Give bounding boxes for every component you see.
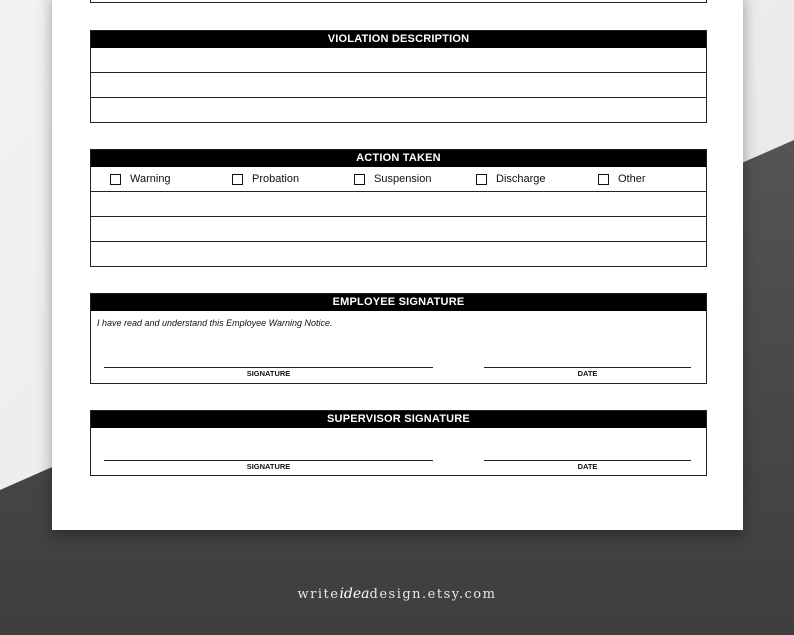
supervisor-date-label: DATE [577, 462, 598, 471]
checkbox[interactable] [110, 174, 121, 185]
footer-suffix: design.etsy.com [369, 587, 497, 602]
checkbox[interactable] [598, 174, 609, 185]
violation-line-2[interactable] [91, 72, 706, 97]
option-label: Other [618, 173, 646, 185]
supervisor-signature-line[interactable] [104, 460, 433, 461]
action-line-1[interactable] [91, 191, 706, 216]
supervisor-signature-area [91, 428, 706, 475]
action-line-2[interactable] [91, 216, 706, 241]
previous-section-box [90, 0, 707, 3]
employee-date-label: DATE [577, 369, 598, 378]
checkbox[interactable] [232, 174, 243, 185]
supervisor-signature-label: SIGNATURE [246, 462, 291, 471]
employee-signature-label: SIGNATURE [246, 369, 291, 378]
checkbox[interactable] [476, 174, 487, 185]
option-probation[interactable] [213, 173, 335, 185]
option-suspension[interactable] [335, 173, 457, 185]
form-paper [52, 0, 743, 530]
option-label: Probation [252, 173, 300, 185]
employee-signature-section [90, 293, 707, 384]
option-other[interactable] [579, 173, 701, 185]
employee-date-line[interactable] [484, 367, 691, 368]
action-taken-header: ACTION TAKEN [91, 150, 706, 167]
checkbox[interactable] [354, 174, 365, 185]
option-label: Suspension [374, 173, 432, 185]
employee-signature-line[interactable] [104, 367, 433, 368]
option-discharge[interactable] [457, 173, 579, 185]
violation-line-1[interactable] [91, 48, 706, 72]
option-label: Warning [130, 173, 171, 185]
option-warning[interactable] [91, 173, 213, 185]
action-line-3[interactable] [91, 241, 706, 266]
violation-line-3[interactable] [91, 97, 706, 122]
footer-prefix: write [297, 587, 340, 602]
action-options-row [91, 167, 706, 191]
action-taken-section [90, 149, 707, 267]
violation-description-section [90, 30, 707, 123]
employee-signature-header: EMPLOYEE SIGNATURE [91, 294, 706, 311]
violation-description-header: VIOLATION DESCRIPTION [91, 31, 706, 48]
acknowledgement-text: I have read and understand this Employee Warning Notice. [97, 318, 333, 328]
supervisor-signature-header: SUPERVISOR SIGNATURE [91, 411, 706, 428]
supervisor-date-line[interactable] [484, 460, 691, 461]
shop-url-footer [0, 586, 794, 602]
footer-highlight: idea [339, 586, 370, 602]
employee-signature-area [91, 311, 706, 383]
supervisor-signature-section [90, 410, 707, 476]
option-label: Discharge [496, 173, 546, 185]
